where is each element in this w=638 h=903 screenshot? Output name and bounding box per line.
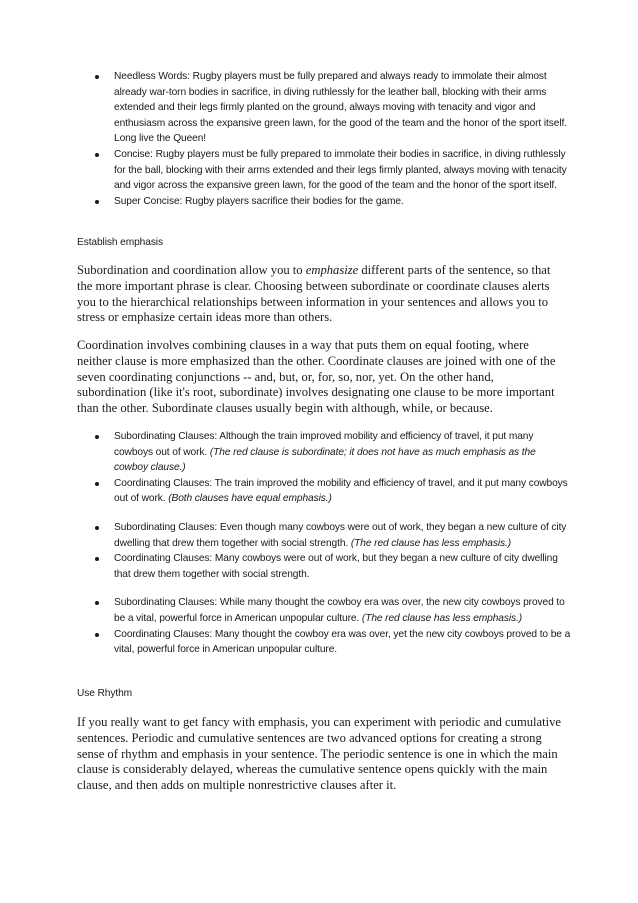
list-spacer bbox=[92, 507, 572, 520]
item-note: (The red clause has less emphasis.) bbox=[350, 537, 512, 549]
paragraph-subordination bbox=[77, 263, 564, 326]
list-item bbox=[92, 520, 572, 551]
paragraph-coordination: Coordination involves combining clauses in a way that puts them on equal footing, where neither clause is more emphasized than the other. Coordinate clauses are joined with one of the seven coordinating conjunctions -- and, but, or, for, so, nor, yet. On the other hand, subordination (like it's root, subordinate) involves designating one clause to be more important than the other. Subordinate clauses usually begin with although, while, or because. bbox=[77, 338, 556, 416]
bullet-icon bbox=[95, 601, 99, 605]
item-text: Coordinating Clauses: Many thought the cowboy era was over, yet the new city cowboys proved to be a vital, powerful force in American unpopular culture. bbox=[114, 628, 571, 656]
list-item bbox=[92, 627, 572, 658]
clause-examples-list bbox=[92, 429, 572, 658]
paragraph-rhythm: If you really want to get fancy with emphasis, you can experiment with periodic and cumulative sentences. Periodic and cumulative sentences are two advanced options for creating a strong sense of rhythm and emphasis in your sentence. The periodic sentence is one in which the main clause is considerably delayed, whereas the cumulative sentence opens quickly with the main clause, and then adds on multiple nonrestrictive clauses after it. bbox=[77, 715, 562, 793]
list-spacer bbox=[92, 582, 572, 595]
bullet-icon bbox=[95, 482, 99, 486]
bullet-icon bbox=[95, 526, 99, 530]
list-item bbox=[92, 429, 572, 476]
para-text: Subordination and coordination allow you to bbox=[77, 263, 306, 277]
section-heading-emphasis: Establish emphasis bbox=[77, 237, 163, 248]
para-text: different parts of the sentence, so that the more important phrase is clear. Choosing between subordinate or coordinate clauses alerts you to the hierarchical relationships between information in your sentences and allows you to stress or emphasize certain ideas more than others. bbox=[77, 263, 551, 325]
section-heading-rhythm: Use Rhythm bbox=[77, 688, 133, 699]
emphasized-word: emphasize bbox=[305, 263, 359, 277]
item-text: Rugby players sacrifice their bodies for the game. bbox=[182, 195, 404, 207]
item-note: (The red clause has less emphasis.) bbox=[361, 612, 523, 624]
item-label: Concise: bbox=[114, 148, 153, 160]
bullet-icon bbox=[95, 200, 99, 204]
item-text: Coordinating Clauses: Many cowboys were out of work, but they began a new culture of city dwelling that drew them together with social strength. bbox=[114, 553, 558, 580]
item-text: Subordinating Clauses: While many thought the cowboy era was over, the new city cowboys proved to be a vital, powerful force in American unpopular culture. bbox=[114, 597, 565, 624]
bullet-icon bbox=[95, 435, 99, 439]
item-text: Coordinating Clauses: The train improved the mobility and efficiency of travel, and it put many cowboys out of work. bbox=[114, 477, 568, 505]
rugby-examples-list bbox=[92, 69, 572, 209]
item-text: Rugby players must be fully prepared and always ready to immolate their almost already war-torn bodies in sacrifice, in diving ruthlessly for the leather ball, blocking with their arms extended and their legs firmly planted on the ground, always moving with tenacity and vigor and enthusiasm across the expansive green lawn, for the good of the team and the honor of the sport itself. Long live the Queen! bbox=[114, 71, 567, 145]
item-label: Needless Words: bbox=[114, 71, 190, 82]
bullet-icon bbox=[95, 75, 99, 79]
list-item bbox=[92, 476, 572, 507]
list-item bbox=[92, 595, 572, 626]
list-item bbox=[92, 551, 572, 582]
item-text: Subordinating Clauses: Although the train improved mobility and efficiency of travel, it put many cowboys out of work. bbox=[114, 431, 534, 458]
bullet-icon bbox=[95, 153, 99, 157]
list-item bbox=[92, 194, 572, 210]
list-item bbox=[92, 69, 572, 147]
item-label: Super Concise: bbox=[114, 195, 183, 207]
item-text: Subordinating Clauses: Even though many cowboys were out of work, they began a new culture of city dwelling that drew them together with social strength. bbox=[114, 521, 567, 549]
list-item bbox=[92, 147, 572, 194]
item-note: (The red clause is subordinate; it does not have as much emphasis as the cowboy clause.) bbox=[114, 446, 536, 474]
item-note: (Both clauses have equal emphasis.) bbox=[168, 493, 332, 505]
item-text: Rugby players must be fully prepared to immolate their bodies in sacrifice, in diving ruthlessly for the ball, blocking with their arms extended and their legs firmly planted, always moving with tenacity and vigor across the expansive green lawn, for the good of the team and the honor of the sport itself. bbox=[114, 148, 567, 192]
bullet-icon bbox=[95, 633, 99, 637]
bullet-icon bbox=[95, 557, 99, 561]
